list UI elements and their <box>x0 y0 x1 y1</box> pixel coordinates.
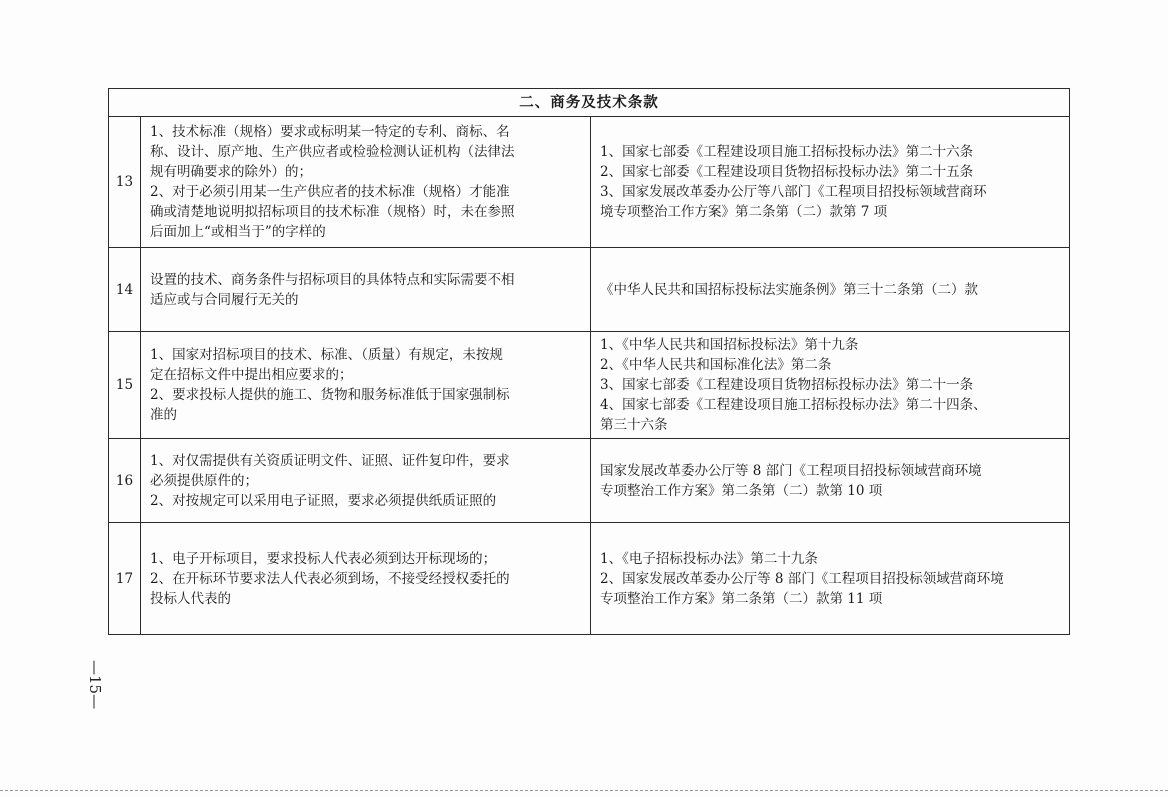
basis-cell <box>591 248 1070 332</box>
row-number: 14 <box>109 248 141 332</box>
section-header-row <box>109 89 1070 117</box>
basis-line: 4、国家七部委《工程建设项目施工招标投标办法》第二十四条、 <box>600 397 987 413</box>
basis-line: 《中华人民共和国招标投标法实施条例》第三十二条第（二）款 <box>600 281 978 298</box>
requirement-line: 规有明确要求的除外）的； <box>150 164 312 180</box>
requirement-line: 2、对按规定可以采用电子证照，要求必须提供纸质证照的 <box>150 492 497 509</box>
requirement-cell <box>141 332 591 439</box>
row-number: 17 <box>109 523 141 635</box>
basis-cell <box>591 439 1070 523</box>
requirement-line: 适应或与合同履行无关的 <box>150 291 299 308</box>
page-number: —15— <box>86 660 104 710</box>
basis-line: 专项整治工作方案》第二条第（二）款第 10 项 <box>600 482 883 499</box>
section-title: 二、商务及技术条款 <box>109 89 1070 117</box>
table-row <box>109 248 1070 332</box>
basis-line: 1、《中华人民共和国招标投标法》第十九条 <box>600 337 859 353</box>
table-row <box>109 523 1070 635</box>
requirement-line: 定在招标文件中提出相应要求的； <box>150 367 353 383</box>
basis-line: 国家发展改革委办公厅等 8 部门《工程项目招投标领域营商环境 <box>600 462 982 479</box>
requirement-line: 称、设计、原产地、生产供应者或检验检测认证机构（法律法 <box>150 144 515 160</box>
requirement-line: 投标人代表的 <box>150 590 231 607</box>
requirement-line: 1、对仅需提供有关资质证明文件、证照、证件复印件，要求 <box>150 452 510 469</box>
rules-table <box>108 88 1070 635</box>
row-number: 16 <box>109 439 141 523</box>
basis-line: 3、国家七部委《工程建设项目货物招标投标办法》第二十一条 <box>600 377 974 393</box>
basis-line: 1、《电子招标投标办法》第二十九条 <box>600 550 818 567</box>
basis-line: 2、国家七部委《工程建设项目货物招标投标办法》第二十五条 <box>600 164 974 180</box>
requirement-cell <box>141 117 591 248</box>
requirement-line: 2、在开标环节要求法人代表必须到场，不接受经授权委托的 <box>150 570 510 587</box>
table-row <box>109 332 1070 439</box>
row-number: 13 <box>109 117 141 248</box>
basis-line: 第三十六条 <box>600 417 668 433</box>
requirement-line: 确或清楚地说明拟招标项目的技术标准（规格）时，未在参照 <box>150 204 515 220</box>
requirement-line: 2、要求投标人提供的施工、货物和服务标准低于国家强制标 <box>150 387 510 403</box>
basis-line: 境专项整治工作方案》第二条第（二）款第 7 项 <box>600 204 888 220</box>
row-number: 15 <box>109 332 141 439</box>
scan-edge-divider <box>0 790 1168 791</box>
requirement-line: 1、技术标准（规格）要求或标明某一特定的专利、商标、名 <box>150 124 510 140</box>
requirement-line: 准的 <box>150 407 177 423</box>
requirement-line: 1、电子开标项目，要求投标人代表必须到达开标现场的； <box>150 550 497 567</box>
basis-line: 专项整治工作方案》第二条第（二）款第 11 项 <box>600 590 883 607</box>
requirement-line: 后面加上“或相当于”的字样的 <box>150 224 326 240</box>
table-row <box>109 439 1070 523</box>
basis-line: 2、国家发展改革委办公厅等 8 部门《工程项目招投标领域营商环境 <box>600 570 1004 587</box>
basis-line: 1、国家七部委《工程建设项目施工招标投标办法》第二十六条 <box>600 144 974 160</box>
requirement-line: 必须提供原件的； <box>150 472 258 489</box>
requirement-line: 2、对于必须引用某一生产供应者的技术标准（规格）才能准 <box>150 184 510 200</box>
basis-cell <box>591 117 1070 248</box>
basis-line: 2、《中华人民共和国标准化法》第二条 <box>600 357 832 373</box>
table-row <box>109 117 1070 248</box>
requirement-cell <box>141 248 591 332</box>
requirement-cell <box>141 439 591 523</box>
basis-line: 3、国家发展改革委办公厅等八部门《工程项目招投标领域营商环 <box>600 184 987 200</box>
requirement-line: 设置的技术、商务条件与招标项目的具体特点和实际需要不相 <box>150 271 515 288</box>
requirement-line: 1、国家对招标项目的技术、标准、（质量）有规定，未按规 <box>150 347 503 363</box>
basis-cell <box>591 332 1070 439</box>
requirement-cell <box>141 523 591 635</box>
basis-cell <box>591 523 1070 635</box>
